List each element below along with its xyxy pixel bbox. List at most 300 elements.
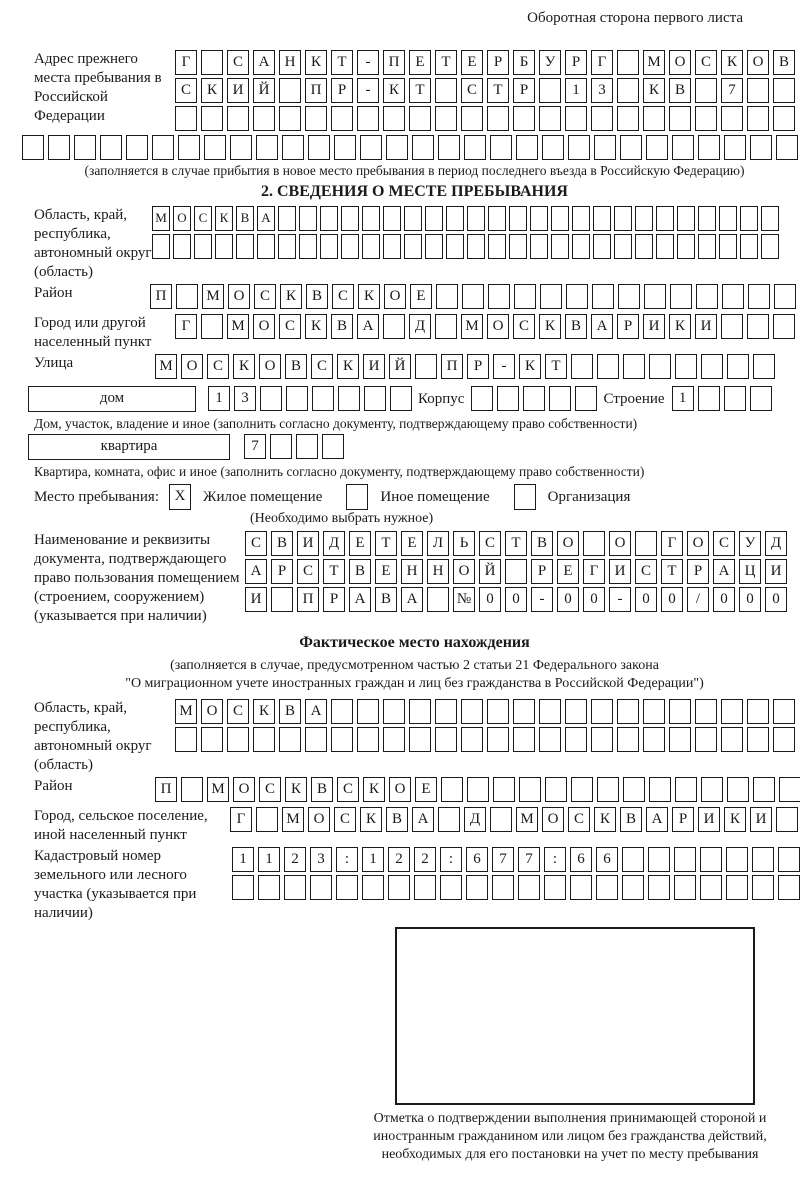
char-cell	[446, 206, 464, 231]
char-cell: Л	[427, 531, 449, 556]
char-cell: 2	[284, 847, 306, 872]
char-cell: И	[227, 78, 249, 103]
char-cell: В	[386, 807, 408, 832]
char-cell	[176, 284, 198, 309]
char-cell: И	[698, 807, 720, 832]
char-cell: П	[305, 78, 327, 103]
char-cell	[719, 234, 737, 259]
char-cell	[761, 206, 779, 231]
char-cell	[490, 135, 512, 160]
char-cell: А	[245, 559, 267, 584]
char-cell	[648, 875, 670, 900]
organization-checkbox	[514, 484, 536, 510]
char-cell	[698, 135, 720, 160]
char-cell	[357, 106, 379, 131]
char-cell: Е	[349, 531, 371, 556]
char-cell	[539, 78, 561, 103]
char-cell	[575, 386, 597, 411]
char-cell: М	[227, 314, 249, 339]
char-cell	[336, 875, 358, 900]
char-cell	[509, 206, 527, 231]
char-cell: А	[646, 807, 668, 832]
char-cell: В	[306, 284, 328, 309]
char-cell	[48, 135, 70, 160]
char-cell	[644, 284, 666, 309]
char-cell: Г	[591, 50, 613, 75]
char-cell	[570, 875, 592, 900]
section2-title: 2. СВЕДЕНИЯ О МЕСТЕ ПРЕБЫВАНИЯ	[261, 183, 568, 200]
confirmation-note: Отметка о подтверждении выполнения принимающей стороной и иностранным гражданином или лицом без гражданства действий, необходимых для его постановки на учет по месту пребывания	[373, 1111, 767, 1162]
char-cell	[230, 135, 252, 160]
char-cell: Т	[661, 559, 683, 584]
char-cell: В	[349, 559, 371, 584]
char-cell	[409, 106, 431, 131]
stay-place-note: (Необходимо выбрать нужное)	[250, 511, 434, 526]
char-cell: 1	[565, 78, 587, 103]
char-cell: А	[349, 587, 371, 612]
char-cell: О	[253, 314, 275, 339]
char-cell: -	[609, 587, 631, 612]
char-cell: О	[747, 50, 769, 75]
char-cell	[513, 699, 535, 724]
actual-district-row	[155, 777, 800, 802]
stay-place-row	[34, 484, 795, 510]
char-cell	[305, 106, 327, 131]
char-cell	[320, 234, 338, 259]
char-cell	[404, 206, 422, 231]
char-cell	[383, 106, 405, 131]
char-cell: 0	[505, 587, 527, 612]
char-cell: А	[591, 314, 613, 339]
char-cell	[308, 135, 330, 160]
char-cell: Д	[323, 531, 345, 556]
apartment-label-box: квартира	[28, 434, 230, 460]
char-cell	[747, 727, 769, 752]
char-cell: П	[155, 777, 177, 802]
char-cell: 0	[713, 587, 735, 612]
char-cell: Т	[375, 531, 397, 556]
char-cell	[773, 727, 795, 752]
actual-city-field	[34, 807, 795, 845]
char-cell: 3	[591, 78, 613, 103]
stay-place-label: Место пребывания:	[34, 488, 159, 505]
char-cell	[201, 314, 223, 339]
char-cell: Н	[279, 50, 301, 75]
char-cell	[279, 727, 301, 752]
char-cell: С	[254, 284, 276, 309]
char-cell	[747, 78, 769, 103]
char-cell	[232, 875, 254, 900]
char-cell: Т	[505, 531, 527, 556]
char-cell: П	[383, 50, 405, 75]
char-cell: Р	[467, 354, 489, 379]
char-cell: :	[544, 847, 566, 872]
char-cell: С	[227, 699, 249, 724]
char-cell: В	[375, 587, 397, 612]
char-cell	[727, 777, 749, 802]
char-cell	[670, 284, 692, 309]
char-cell	[643, 699, 665, 724]
char-cell	[597, 354, 619, 379]
char-cell	[779, 777, 800, 802]
char-cell: М	[175, 699, 197, 724]
city-field	[34, 314, 795, 352]
district-row	[150, 284, 800, 309]
char-cell	[279, 106, 301, 131]
char-cell: О	[487, 314, 509, 339]
char-cell: О	[201, 699, 223, 724]
char-cell	[583, 531, 605, 556]
char-cell: М	[155, 354, 177, 379]
actual-region-label: Область, край, республика, автономный округ (область)	[34, 700, 152, 773]
char-cell	[519, 777, 541, 802]
char-cell: К	[233, 354, 255, 379]
char-cell: И	[643, 314, 665, 339]
char-cell	[635, 206, 653, 231]
char-cell: Б	[513, 50, 535, 75]
char-cell: -	[357, 78, 379, 103]
char-cell: С	[695, 50, 717, 75]
char-cell: М	[152, 206, 170, 231]
char-cell	[152, 234, 170, 259]
stroenie-cells	[672, 386, 776, 411]
char-cell	[726, 847, 748, 872]
char-cell: В	[669, 78, 691, 103]
char-cell: И	[695, 314, 717, 339]
char-cell	[461, 106, 483, 131]
char-cell: 1	[232, 847, 254, 872]
char-cell	[551, 234, 569, 259]
char-cell	[674, 875, 696, 900]
char-cell	[545, 777, 567, 802]
char-cell	[620, 135, 642, 160]
char-cell	[22, 135, 44, 160]
char-cell	[299, 234, 317, 259]
char-cell	[487, 727, 509, 752]
char-cell: Д	[409, 314, 431, 339]
char-cell	[362, 206, 380, 231]
char-cell	[258, 875, 280, 900]
char-cell: В	[236, 206, 254, 231]
apartment-row	[28, 434, 795, 462]
char-cell: К	[358, 284, 380, 309]
char-cell	[360, 135, 382, 160]
char-cell	[357, 727, 379, 752]
char-cell	[383, 727, 405, 752]
char-cell: Р	[687, 559, 709, 584]
char-cell	[591, 106, 613, 131]
char-cell: К	[519, 354, 541, 379]
char-cell	[390, 386, 412, 411]
other-premises-label: Иное помещение	[380, 488, 490, 505]
char-cell: С	[568, 807, 590, 832]
char-cell	[672, 135, 694, 160]
street-label: Улица	[34, 355, 74, 371]
char-cell: О	[542, 807, 564, 832]
char-cell	[748, 284, 770, 309]
char-cell	[305, 727, 327, 752]
char-cell: С	[245, 531, 267, 556]
char-cell	[514, 284, 536, 309]
char-cell: 1	[672, 386, 694, 411]
char-cell	[752, 847, 774, 872]
char-cell	[471, 386, 493, 411]
char-cell: 2	[414, 847, 436, 872]
char-cell	[591, 699, 613, 724]
char-cell: В	[531, 531, 553, 556]
char-cell	[565, 727, 587, 752]
char-cell: К	[201, 78, 223, 103]
char-cell	[362, 875, 384, 900]
char-cell: О	[233, 777, 255, 802]
char-cell: С	[279, 314, 301, 339]
char-cell: К	[285, 777, 307, 802]
char-cell: С	[334, 807, 356, 832]
char-cell: А	[412, 807, 434, 832]
char-cell: Р	[565, 50, 587, 75]
char-cell	[438, 807, 460, 832]
house-row	[28, 386, 795, 414]
char-cell	[722, 284, 744, 309]
char-cell: С	[337, 777, 359, 802]
char-cell	[441, 777, 463, 802]
prev-address-field	[34, 50, 795, 134]
char-cell	[100, 135, 122, 160]
char-cell: А	[253, 50, 275, 75]
char-cell	[674, 847, 696, 872]
char-cell: К	[643, 78, 665, 103]
char-cell	[761, 234, 779, 259]
char-cell: А	[257, 206, 275, 231]
char-cell: Т	[323, 559, 345, 584]
char-cell	[253, 727, 275, 752]
char-cell: С	[461, 78, 483, 103]
char-cell	[675, 777, 697, 802]
char-cell	[435, 78, 457, 103]
char-cell: К	[594, 807, 616, 832]
char-cell: Н	[401, 559, 423, 584]
char-cell: В	[271, 531, 293, 556]
char-cell	[593, 234, 611, 259]
char-cell: 7	[244, 434, 266, 459]
char-cell: Р	[271, 559, 293, 584]
char-cell	[256, 807, 278, 832]
char-cell	[299, 206, 317, 231]
char-cell: 7	[721, 78, 743, 103]
char-cell	[284, 875, 306, 900]
char-cell: К	[215, 206, 233, 231]
actual-region-row-1	[175, 699, 799, 724]
char-cell: О	[228, 284, 250, 309]
char-cell	[695, 727, 717, 752]
char-cell: /	[687, 587, 709, 612]
char-cell	[435, 106, 457, 131]
char-cell	[551, 206, 569, 231]
char-cell: Р	[331, 78, 353, 103]
char-cell: О	[384, 284, 406, 309]
char-cell: Д	[765, 531, 787, 556]
char-cell: 0	[635, 587, 657, 612]
char-cell: М	[461, 314, 483, 339]
char-cell	[721, 106, 743, 131]
district-label: Район	[34, 285, 73, 301]
char-cell	[412, 135, 434, 160]
char-cell	[513, 106, 535, 131]
char-cell	[614, 206, 632, 231]
char-cell	[724, 386, 746, 411]
char-cell	[435, 727, 457, 752]
house-label-box: дом	[28, 386, 196, 412]
char-cell	[540, 284, 562, 309]
char-cell	[74, 135, 96, 160]
char-cell: С	[194, 206, 212, 231]
char-cell	[488, 206, 506, 231]
char-cell: 2	[388, 847, 410, 872]
char-cell: №	[453, 587, 475, 612]
char-cell: К	[253, 699, 275, 724]
char-cell: Р	[531, 559, 553, 584]
organization-label: Организация	[547, 488, 631, 505]
char-cell: К	[721, 50, 743, 75]
char-cell	[727, 354, 749, 379]
prev-address-note: (заполняется в случае прибытия в новое место пребывания в период последнего въезда в Российскую Федерацию)	[84, 163, 745, 178]
char-cell	[338, 386, 360, 411]
char-cell	[493, 777, 515, 802]
char-cell	[446, 234, 464, 259]
char-cell	[596, 875, 618, 900]
char-cell: О	[389, 777, 411, 802]
char-cell	[773, 78, 795, 103]
char-cell	[572, 234, 590, 259]
char-cell	[513, 727, 535, 752]
char-cell: С	[311, 354, 333, 379]
char-cell	[591, 727, 613, 752]
char-cell	[516, 135, 538, 160]
actual-location-note-2: "О миграционном учете иностранных граждан и лиц без гражданства в Российской Федерации")	[125, 676, 704, 691]
char-cell: Г	[661, 531, 683, 556]
char-cell	[649, 354, 671, 379]
cadastral-label: Кадастровый номер земельного или лесного участка (указывается при наличии)	[34, 848, 197, 921]
cadastral-field	[34, 847, 795, 923]
char-cell	[530, 234, 548, 259]
char-cell: И	[245, 587, 267, 612]
char-cell	[492, 875, 514, 900]
char-cell: Е	[401, 531, 423, 556]
char-cell: О	[609, 531, 631, 556]
char-cell	[646, 135, 668, 160]
char-cell: -	[357, 50, 379, 75]
char-cell	[593, 206, 611, 231]
char-cell: 6	[570, 847, 592, 872]
char-cell: -	[531, 587, 553, 612]
actual-region-row-2	[175, 727, 799, 752]
char-cell: К	[337, 354, 359, 379]
char-cell	[270, 434, 292, 459]
char-cell	[204, 135, 226, 160]
char-cell	[622, 847, 644, 872]
char-cell	[438, 135, 460, 160]
char-cell	[721, 314, 743, 339]
char-cell	[778, 847, 800, 872]
char-cell: С	[635, 559, 657, 584]
char-cell: О	[453, 559, 475, 584]
char-cell	[509, 234, 527, 259]
char-cell	[776, 135, 798, 160]
char-cell: К	[305, 50, 327, 75]
char-cell	[461, 727, 483, 752]
char-cell	[592, 284, 614, 309]
char-cell	[310, 875, 332, 900]
residential-checkbox: X	[169, 484, 191, 510]
char-cell	[409, 699, 431, 724]
char-cell	[623, 777, 645, 802]
char-cell	[726, 875, 748, 900]
char-cell	[649, 777, 671, 802]
char-cell: А	[305, 699, 327, 724]
document-row-2	[245, 559, 795, 584]
char-cell	[383, 206, 401, 231]
char-cell	[467, 234, 485, 259]
char-cell	[643, 727, 665, 752]
char-cell: Й	[479, 559, 501, 584]
char-cell	[648, 847, 670, 872]
char-cell	[565, 699, 587, 724]
char-cell	[549, 386, 571, 411]
char-cell: :	[440, 847, 462, 872]
actual-district-field	[34, 777, 795, 805]
char-cell: С	[227, 50, 249, 75]
char-cell: 3	[310, 847, 332, 872]
char-cell	[194, 234, 212, 259]
char-cell	[331, 106, 353, 131]
char-cell	[617, 699, 639, 724]
region-row-1	[152, 206, 795, 231]
apartment-note: Квартира, комната, офис и иное (заполнить согласно документу, подтверждающему право собственности)	[34, 464, 645, 479]
char-cell: У	[539, 50, 561, 75]
char-cell	[617, 78, 639, 103]
char-cell	[740, 234, 758, 259]
document-row-1	[245, 531, 795, 556]
char-cell: О	[308, 807, 330, 832]
char-cell	[466, 875, 488, 900]
char-cell: У	[739, 531, 761, 556]
char-cell	[597, 777, 619, 802]
char-cell	[383, 699, 405, 724]
char-cell: Г	[583, 559, 605, 584]
char-cell: Г	[230, 807, 252, 832]
char-cell	[331, 727, 353, 752]
char-cell	[542, 135, 564, 160]
char-cell	[256, 135, 278, 160]
char-cell: Т	[435, 50, 457, 75]
char-cell	[467, 206, 485, 231]
char-cell	[617, 727, 639, 752]
char-cell	[774, 284, 796, 309]
char-cell	[178, 135, 200, 160]
document-row-3	[245, 587, 795, 612]
prev-address-label: Адрес прежнего места пребывания в Российской Федерации	[34, 51, 162, 124]
char-cell	[565, 106, 587, 131]
char-cell: Й	[253, 78, 275, 103]
char-cell	[539, 727, 561, 752]
char-cell	[386, 135, 408, 160]
char-cell: 0	[739, 587, 761, 612]
char-cell	[719, 206, 737, 231]
char-cell: С	[207, 354, 229, 379]
char-cell	[488, 284, 510, 309]
char-cell: О	[181, 354, 203, 379]
char-cell: В	[285, 354, 307, 379]
